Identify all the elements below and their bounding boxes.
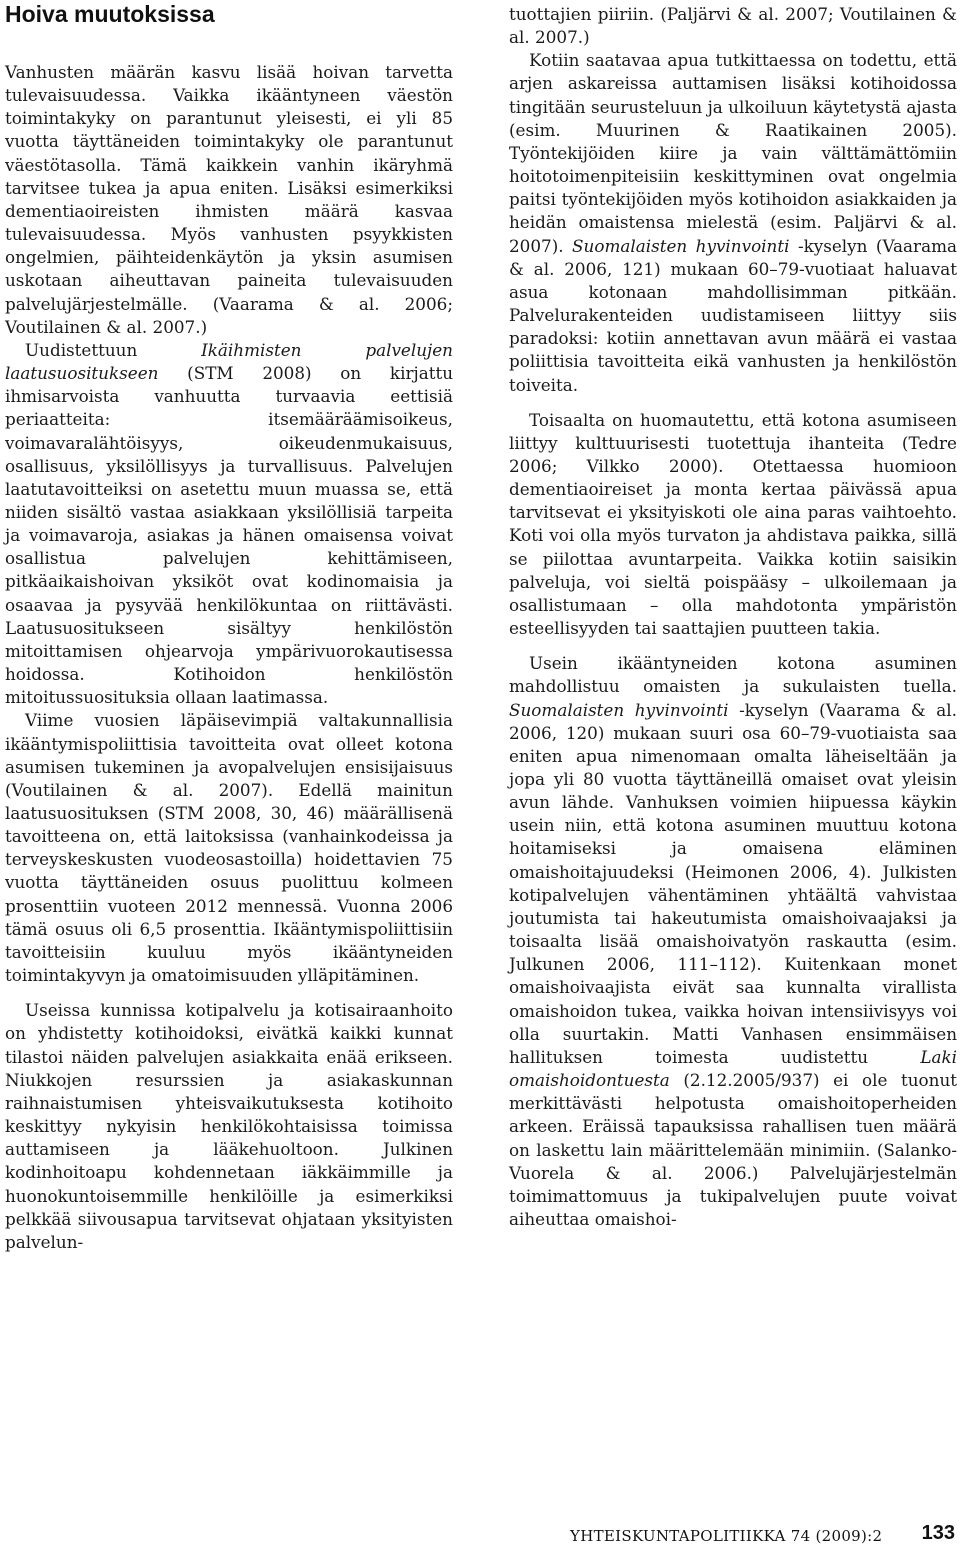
paragraph xyxy=(509,3,957,49)
paragraph-text: -kyselyn (Vaarama & al. 2006, 121) mukaan 60–79-vuotiaat haluavat asua kotonaan mahdollisimman pitkään. Palvelurakenteiden uudistamiseen liittyy siis paradoksi: kotiin annettavan avun määrä ei vastaa poliittisia tavoitteita eikä vanhusten ja henkilöstön toiveita. xyxy=(509,235,957,395)
italic-title-text: Ikäihmisten palvelujen laatusuositukseen xyxy=(5,339,453,384)
paragraph-text: Usein ikääntyneiden kotona asuminen mahdollistuu omaisten ja sukulaisten tuella. xyxy=(509,653,957,697)
page-number: 133 xyxy=(921,1522,955,1544)
paragraph-text: tuottajien piiriin. (Paljärvi & al. 2007; Voutilainen & al. 2007.) xyxy=(509,4,957,48)
paragraph xyxy=(5,999,453,1254)
paragraph xyxy=(509,49,957,396)
paragraph-text: Vanhusten määrän kasvu lisää hoivan tarvetta tulevaisuudessa. Vaikka ikääntyneen väestön toimintakyky on parantunut yleisesti, ei yli 85 vuotta täyttäneiden toimintakyky ole parantunut väestötasolla. Tämä kaikkein vanhin ikäryhmä tarvitsee tukea ja apua eniten. Lisäksi esimerkiksi dementiaoireisten ihmisten määrä kasvaa tulevaisuudessa. Myös vanhusten psyykkisten ongelmien, päihteidenkäytön ja yksin asumisen uskotaan aiheuttavan paineita tulevaisuuden palvelujärjestelmälle. (Vaarama & al. 2006; Voutilainen & al. 2007.) xyxy=(5,62,453,337)
paragraph xyxy=(509,652,957,1231)
paragraph xyxy=(5,709,453,987)
paragraph-text: Useissa kunnissa kotipalvelu ja kotisairaanhoito on yhdistetty kotihoidoksi, eivätkä kaikki kunnat tilastoi näiden palvelujen asiakkaita enää erikseen. Niukkojen resurssien ja asiakaskunnan raihnaistumisen yhteisvaikutuksesta kotihoito keskittyy nykyisin henkilökohtaisissa toimissa auttamiseen ja lääkehuoltoon. Julkinen kodinhoitoapu kohdennetaan iäkkäimmille ja huonokuntoisemmille henkilöille ja esimerkiksi pelkkää siivousapua tarvitsevat ohjataan yksityisten palvelun- xyxy=(5,1000,453,1252)
italic-title-text: Suomalaisten hyvinvointi xyxy=(509,699,729,720)
section-heading: Hoiva muutoksissa xyxy=(5,1,215,27)
paragraph-text: -kyselyn (Vaarama & al. 2006, 120) mukaan suuri osa 60–79-vuotiaista saa eniten apua nimenomaan omalta läheiseltään ja jopa yli 80 vuotta täyttäneillä omaiset ovat yleisin avun lähde. Vanhuksen voimien hiipuessa käykin usein niin, että kotona asuminen muuttuu kotona hoitamiseksi ja omaisena eläminen omaishoitajuudeksi (Heimonen 2006, 4). Julkisten kotipalvelujen vähentäminen yhtäältä vahvistaa joutumista tai hakeutumista omaishoivaajaksi ja toisaalta lisää omaishoivatyön raskautta (esim. Julkunen 2006, 111–112). Kuitenkaan monet omaishoivaajista eivät saa kunnalta virallista omaishoidon tukea, vaikka hoivan intensiivisyys voi olla suurtakin. Matti Vanhasen ensimmäisen hallituksen toimesta uudistettu xyxy=(509,699,957,1067)
right-column xyxy=(509,3,957,1231)
paragraph-text: Uudistettuun xyxy=(25,339,202,360)
journal-citation: YHTEISKUNTAPOLITIIKKA 74 (2009):2 xyxy=(570,1527,883,1545)
left-column xyxy=(5,61,453,1254)
paragraph-text: Kotiin saatavaa apua tutkittaessa on todettu, että arjen askareissa auttamisen lisäksi kotihoidossa tingitään seurusteluun ja ulkoiluun käytetystä ajasta (esim. Muurinen & Raatikainen 2005). Työntekijöiden kiire ja vain välttämättömiin hoitotoimenpiteisiin keskittyminen ovat ongelmia paitsi työntekijöiden myös kotihoidon asiakkaiden ja heidän omaistensa mielestä (esim. Paljärvi & al. 2007). xyxy=(509,50,957,256)
paragraph-text: (STM 2008) on kirjattu ihmisarvoista vanhuutta turvaavia eettisiä periaatteita: itsemääräämisoikeus, voimavaralähtöisyys, oikeudenmukaisuus, osallisuus, yksilöllisyys ja turvallisuus. Palvelujen laatutavoitteiksi on asetettu muun muassa se, että niiden sisältö vastaa asiakkaan yksilöllisiä tarpeita ja voimavaroja, asiakas ja hänen omaisensa voivat osallistua palvelujen kehittämiseen, pitkäaikaishoivan yksiköt ovat kodinomaisia ja osaavaa ja pysyvää henkilökuntaa on riittävästi. Laatusuositukseen sisältyy henkilöstön mitoittamisen ohjearvoja ympärivuorokautisessa hoidossa. Kotihoidon henkilöstön mitoitussuosituksia ollaan laatimassa. xyxy=(5,363,453,708)
paragraph xyxy=(5,61,453,339)
paragraph-text: Toisaalta on huomautettu, että kotona asumiseen liittyy kulttuurisesti tuotettuja ihanteita (Tedre 2006; Vilkko 2000). Otettaessa huomioon dementiaoireiset ja monta kertaa päivässä apua tarvitsevat ei yksityiskoti ole aina paras vaihtoehto. Koti voi olla myös turvaton ja ahdistava paikka, sillä se piilottaa avuntarpeita. Vaikka kotiin saisikin palveluja, voi sieltä poispääsy – ulkoilemaan ja osallistumaan – olla mahdotonta ympäristön esteellisyyden tai saattajien puutteen takia. xyxy=(509,409,957,639)
paragraph xyxy=(509,409,957,641)
paragraph-text: Viime vuosien läpäisevimpiä valtakunnallisia ikääntymispoliittisia tavoitteita ovat olleet kotona asumisen tukeminen ja avopalvelujen ensisijaisuus (Voutilainen & al. 2007). Edellä mainitun laatusuosituksen (STM 2008, 30, 46) määrällisenä tavoitteena on, että laitoksissa (vanhainkodeissa ja terveyskeskusten vuodeosastoilla) hoidettavien 75 vuotta täyttäneiden osuus puolittuu kolmeen prosenttiin vuoteen 2012 mennessä. Vuonna 2006 tämä osuus oli 6,5 prosenttia. Ikääntymispoliittisiin tavoitteisiin kuuluu myös ikääntyneiden toimintakyvyn ja omatoimisuuden ylläpitäminen. xyxy=(5,710,453,986)
paragraph xyxy=(5,339,453,710)
paragraph-text: (2.12.2005/937) ei ole tuonut merkittävästi helpotusta omaishoitoperheiden arkeen. Eräissä tapauksissa rahallisen tuen määrä on laskettu lain määrittelemään minimiin. (Salanko-Vuorela & al. 2006.) Palvelujärjestelmän toimimattomuus ja tukipalvelujen puute voivat aiheuttaa omaishoi- xyxy=(509,1070,957,1229)
italic-title-text: Suomalaisten hyvinvointi xyxy=(572,235,790,256)
italic-title-text: Laki omaishoidontuesta xyxy=(509,1046,957,1091)
